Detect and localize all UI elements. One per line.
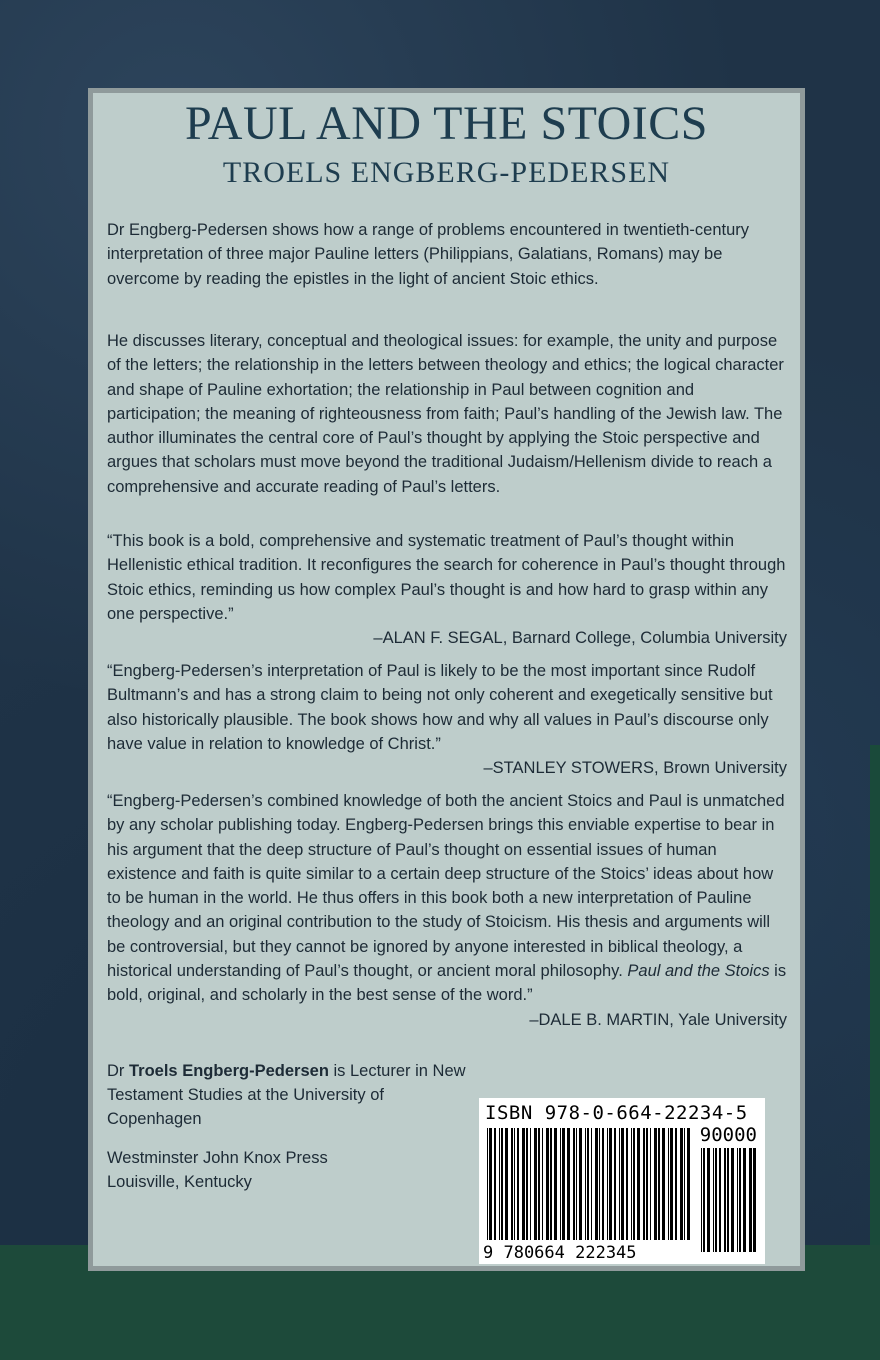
barcode-bar (599, 1128, 600, 1240)
review-1 (107, 529, 787, 650)
publisher-info (107, 1146, 467, 1194)
barcode-bar (715, 1148, 717, 1252)
review-attribution: –STANLEY STOWERS, Brown University (483, 759, 787, 778)
barcode-bar (737, 1148, 738, 1252)
barcode-bar (585, 1128, 586, 1240)
barcode-bar (643, 1128, 645, 1240)
barcode-bar (680, 1128, 683, 1240)
barcode-bar (511, 1128, 513, 1240)
barcode-bar (668, 1128, 669, 1240)
isbn-barcode (479, 1098, 765, 1264)
ean-digits: 9 780664 222345 (483, 1243, 637, 1263)
book-title-italic: Paul and the Stoics (627, 962, 770, 981)
review-attribution: –DALE B. MARTIN, Yale University (529, 1010, 787, 1029)
book-title: PAUL AND THE STOICS (185, 97, 708, 150)
barcode-bar (587, 1128, 589, 1240)
barcode-bar (534, 1128, 537, 1240)
barcode-bar (607, 1128, 608, 1240)
author-bio-name: Troels Engberg-Pedersen (129, 1062, 329, 1080)
price-code: 90000 (699, 1124, 757, 1146)
barcode-bar (567, 1128, 570, 1240)
author-bio: Dr Troels Engberg-Pedersen is Lecturer in New Testament Studies at the University of Copenhagen (107, 1062, 466, 1128)
barcode-bar (562, 1128, 565, 1240)
barcode-bar (684, 1128, 685, 1240)
barcode-bar (554, 1128, 557, 1240)
barcode-bar (560, 1128, 561, 1240)
barcode-bar (614, 1128, 616, 1240)
barcode-bar (658, 1128, 660, 1240)
barcode-bar (602, 1128, 604, 1240)
back-cover-panel (88, 88, 805, 1271)
barcode-bar (749, 1148, 752, 1252)
publisher-name: Westminster John Knox Press (107, 1149, 328, 1167)
review-2 (107, 659, 787, 780)
review-3 (107, 789, 787, 1032)
barcode-bar (713, 1148, 714, 1252)
barcode-bar (501, 1128, 503, 1240)
barcode-bar (637, 1128, 640, 1240)
barcode-bar (514, 1128, 515, 1240)
barcode-bar (707, 1148, 710, 1252)
barcode-bar (542, 1128, 543, 1240)
barcode-bar (550, 1128, 552, 1240)
barcode-bar (517, 1128, 519, 1240)
barcode-bar (626, 1128, 628, 1240)
description-paragraph-2: He discusses literary, conceptual and theological issues: for example, the unity and purpose of the letters; the relationship in the letters between theology and ethics; the logical character and shape of Pauline exhortation; the relationship in Paul between cognition and participation; the meaning of righteousness from faith; Paul’s handling of the Jewish law. The author illuminates the central core of Paul’s thought by applying the Stoic perspective and argues that scholars must move beyond the traditional Judaism/Hellenism divide to reach a comprehensive and accurate reading of Paul’s letters. (107, 332, 784, 496)
review-quote: “Engberg-Pedersen’s interpretation of Paul is likely to be the most important since Rudolf Bultmann’s and has a strong claim to being not only coherent and exegetically sensitive but also historically plausible. The book shows how and why all values in Paul’s discourse only have value in relation to knowledge of Christ.” (107, 662, 773, 753)
barcode-bar (650, 1128, 651, 1240)
barcode-bar (719, 1148, 721, 1252)
barcode-bar (633, 1128, 635, 1240)
book-author: TROELS ENGBERG-PEDERSEN (222, 156, 671, 189)
barcode-bar (487, 1128, 488, 1240)
review-quote: “Engberg-Pedersen’s combined knowledge of both the ancient Stoics and Paul is unmatched by any scholar publishing today. Engberg-Pedersen brings this enviable expertise to bear in his argument that the deep structure of Paul’s thought on essential issues of human existence and faith is quite similar to a certain deep structure of the Stoics’ ideas about how to be human in the world. He thus offers in this book both a new interpretation of Pauline theology and an original contribution to the study of Stoicism. His thesis and arguments will be controversial, but they cannot be ignored by anyone interested in biblical theology, a historical understanding of Paul’s thought, or ancient moral philosophy. Paul and the Stoics is bold, original, and scholarly in the best sense of the word.” (107, 792, 787, 1005)
barcode-bar (621, 1128, 624, 1240)
barcode-bar (743, 1148, 746, 1252)
barcode-bar (573, 1128, 575, 1240)
barcode-bar (753, 1148, 756, 1252)
barcode-bar (595, 1128, 598, 1240)
barcode-bar (576, 1128, 577, 1240)
barcode-bar (530, 1128, 531, 1240)
barcode-bar (631, 1128, 632, 1240)
barcode-bar (662, 1128, 665, 1240)
review-quote: “This book is a bold, comprehensive and systematic treatment of Paul’s thought within Hellenistic ethical tradition. It reconfigures the search for coherence in Paul’s thought through Stoic ethics, reminding us how complex Paul’s thought is and how hard to grasp within any one perspective.” (107, 532, 786, 623)
barcode-bar (546, 1128, 549, 1240)
publisher-location: Louisville, Kentucky (107, 1173, 252, 1191)
barcode-bar (701, 1148, 702, 1252)
barcode-bar (494, 1128, 496, 1240)
barcode-bar (675, 1128, 677, 1240)
barcode-bar (739, 1148, 741, 1252)
barcode-bar (538, 1128, 540, 1240)
barcode-bar (619, 1128, 620, 1240)
barcode-bar (687, 1128, 690, 1240)
barcode-bar (724, 1148, 726, 1252)
isbn-label: ISBN 978-0-664-22234-5 (485, 1102, 748, 1124)
cover-side-strip (870, 745, 880, 1245)
barcode-bar (727, 1148, 729, 1252)
barcode-bar (646, 1128, 648, 1240)
ean-barcode-bars (487, 1128, 693, 1254)
barcode-bar (526, 1128, 528, 1240)
barcode-bar (522, 1128, 525, 1240)
description-paragraph-1: Dr Engberg-Pedersen shows how a range of problems encountered in twentieth-century interpretation of three major Pauline letters (Philippians, Galatians, Romans) may be overcome by reading the epistles in the light of ancient Stoic ethics. (107, 221, 750, 288)
barcode-bar (499, 1128, 500, 1240)
barcode-bar (489, 1128, 492, 1240)
barcode-bar (670, 1128, 673, 1240)
barcode-bar (591, 1128, 592, 1240)
barcode-bar (731, 1148, 734, 1252)
barcode-bar (609, 1128, 612, 1240)
review-attribution: –ALAN F. SEGAL, Barnard College, Columbia University (373, 629, 787, 648)
price-barcode-bars (701, 1148, 757, 1252)
barcode-bar (579, 1128, 582, 1240)
barcode-bar (654, 1128, 657, 1240)
barcode-bar (703, 1148, 705, 1252)
barcode-bar (505, 1128, 508, 1240)
